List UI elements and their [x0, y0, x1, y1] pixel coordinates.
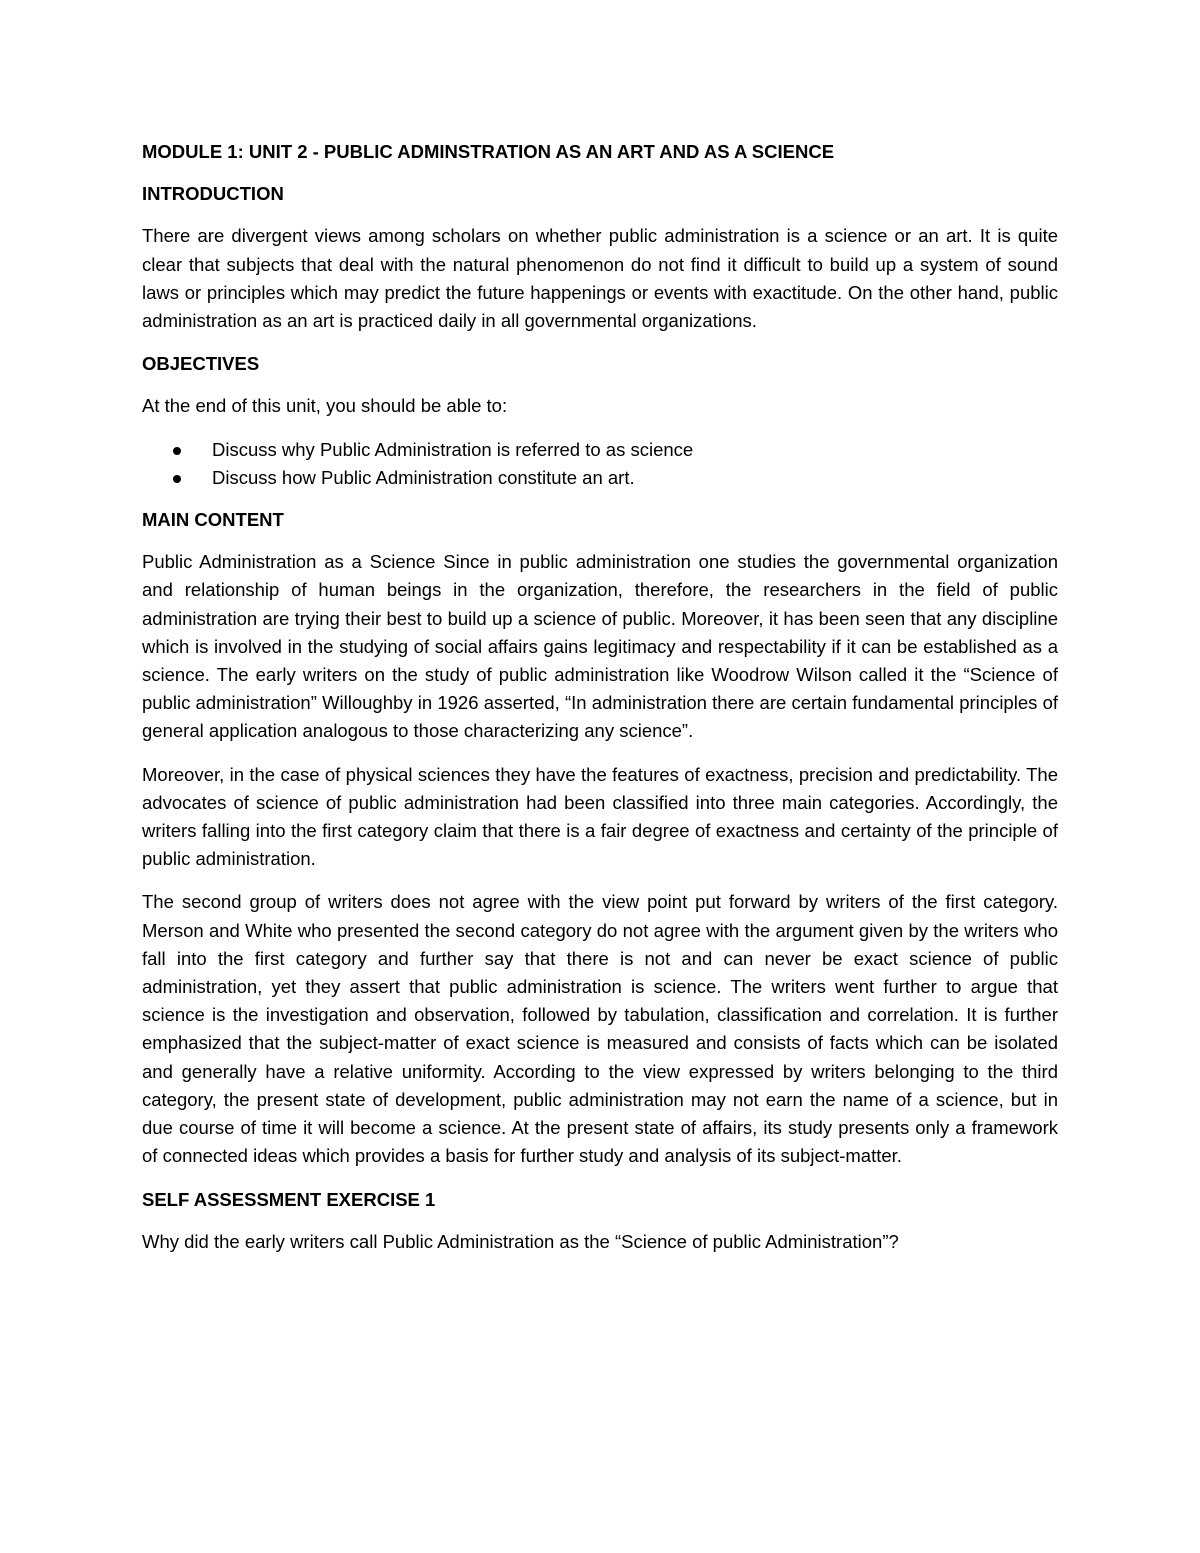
objectives-lead: At the end of this unit, you should be able to:	[142, 395, 508, 417]
introduction-paragraph: There are divergent views among scholars on whether public administration is a science or an art. It is quite clear that subjects that deal with the natural phenomenon do not find it difficult to build up a system of sound laws or principles which may predict the future happenings or events with exactitude. On the other hand, public administration as an art is practiced daily in all governmental organizations.	[142, 225, 1058, 332]
list-item	[142, 436, 1058, 464]
self-assessment-question: Why did the early writers call Public Administration as the “Science of public Administration”?	[142, 1230, 899, 1252]
main-content-heading: MAIN CONTENT	[142, 509, 284, 531]
self-assessment-heading: SELF ASSESSMENT EXERCISE 1	[142, 1188, 436, 1210]
list-item	[142, 464, 1058, 492]
list-item-text: Discuss why Public Administration is referred to as science	[212, 438, 694, 460]
document-page	[142, 138, 1058, 1271]
list-item-text: Discuss how Public Administration constitute an art.	[212, 466, 635, 488]
main-content-paragraph-2: Moreover, in the case of physical sciences they have the features of exactness, precision and predictability. The advocates of science of public administration had been classified into three main categories. Accordingly, the writers falling into the first category claim that there is a fair degree of exactness and certainty of the principle of public administration.	[142, 763, 1058, 870]
bullet-icon	[173, 447, 181, 455]
document-title: MODULE 1: UNIT 2 - PUBLIC ADMINSTRATION AS AN ART AND AS A SCIENCE	[142, 141, 835, 162]
objectives-heading: OBJECTIVES	[142, 353, 260, 375]
objectives-list	[142, 436, 1058, 492]
main-content-paragraph-3: The second group of writers does not agree with the view point put forward by writers of the first category. Merson and White who presented the second category do not agree with the argument given by the writers who fall into the first category and further say that there is not and can never be exact science of public administration, yet they assert that public administration is science. The writers went further to argue that science is the investigation and observation, followed by tabulation, classification and correlation. It is further emphasized that the subject-matter of exact science is measured and consists of facts which can be isolated and generally have a relative uniformity. According to the view expressed by writers belonging to the third category, the present state of development, public administration may not earn the name of a science, but in due course of time it will become a science. At the present state of affairs, its study presents only a framework of connected ideas which provides a basis for further study and analysis of its subject-matter.	[142, 891, 1058, 1167]
main-content-paragraph-1: Public Administration as a Science Since in public administration one studies the governmental organization and relationship of human beings in the organization, therefore, the researchers in the field of public administration are trying their best to build up a science of public. Moreover, it has been seen that any discipline which is involved in the studying of social affairs gains legitimacy and respectability if it can be established as a science. The early writers on the study of public administration like Woodrow Wilson called it the “Science of public administration” Willoughby in 1926 asserted, “In administration there are certain fundamental principles of general application analogous to those characterizing any science”.	[142, 551, 1058, 742]
introduction-heading: INTRODUCTION	[142, 183, 284, 205]
bullet-icon	[173, 475, 181, 483]
